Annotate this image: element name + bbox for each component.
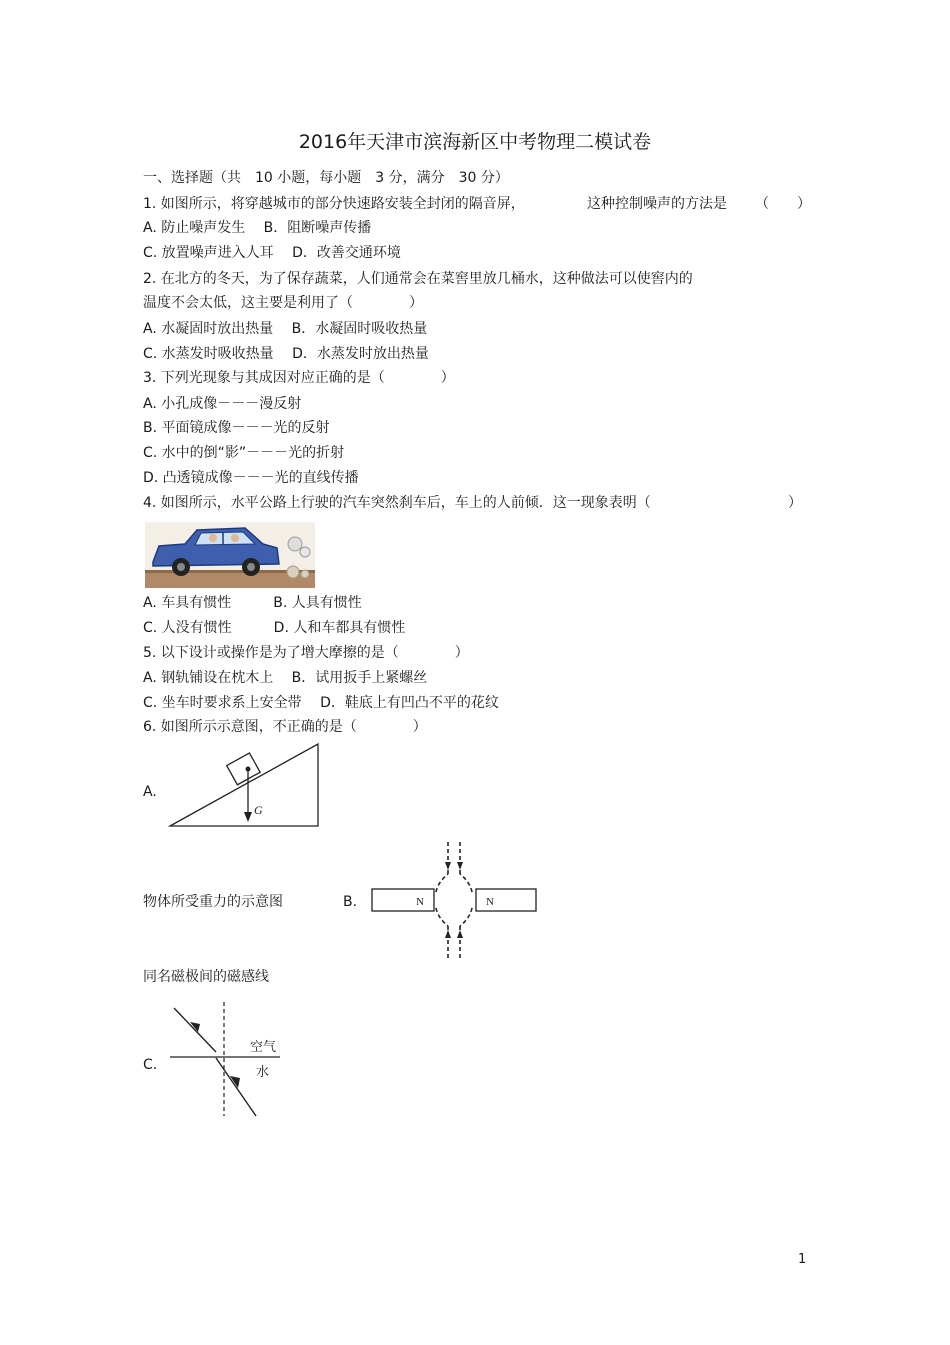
q4-stem: 4. 如图所示，水平公路上行驶的汽车突然刹车后，车上的人前倾．这一现象表明（ <box>143 495 651 511</box>
q3-stem: 3. 下列光现象与其成因对应正确的是（ ） <box>143 370 455 386</box>
gravity-label: G <box>254 803 263 817</box>
section-heading: 一、选择题（共 10 小题，每小题 3 分，满分 30 分） <box>143 170 509 186</box>
magnet-left-n-label: N <box>416 896 424 908</box>
q3-option-c: C. 水中的倒“影”－－－光的折射 <box>143 445 345 461</box>
air-label: 空气 <box>250 1040 277 1055</box>
q6-stem: 6. 如图所示示意图，不正确的是（ ） <box>143 719 427 735</box>
q1-options-cd: C. 放置噪声进入人耳 D．改善交通环境 <box>143 245 401 261</box>
q6-label-c: C. <box>143 1057 158 1073</box>
q1-bracket: （ ） <box>755 196 811 212</box>
q3-option-b: B. 平面镜成像－－－光的反射 <box>143 420 330 436</box>
magnetic-field-lines-diagram <box>368 840 538 960</box>
q2-options-ab: A. 水凝固时放出热量 B．水凝固时吸收热量 <box>143 321 428 337</box>
page-title: 2016年天津市滨海新区中考物理二模试卷 <box>298 131 652 153</box>
q6-caption-b: 同名磁极间的磁感线 <box>143 969 269 985</box>
q2-stem-line2: 温度不会太低，这主要是利用了（ ） <box>143 295 423 311</box>
q4-bracket-close: ） <box>788 495 802 511</box>
q4-options-ab: A. 车具有惯性 B. 人具有惯性 <box>143 595 362 611</box>
q5-options-ab: A. 钢轨铺设在枕木上 B．试用扳手上紧螺丝 <box>143 670 428 686</box>
q5-options-cd: C. 坐车时要求系上安全带 D．鞋底上有凹凸不平的花纹 <box>143 695 499 711</box>
q5-stem: 5. 以下设计或操作是为了增大摩擦的是（ ） <box>143 645 469 661</box>
q1-stem-a: 1. 如图所示，将穿越城市的部分快速路安装全封闭的隔音屏， <box>143 196 525 212</box>
refraction-diagram <box>168 1000 284 1118</box>
q1-options-ab: A. 防止噪声发生 B．阻断噪声传播 <box>143 220 372 236</box>
water-label: 水 <box>256 1065 270 1080</box>
page-number: 1 <box>798 1252 807 1267</box>
braking-car-illustration <box>145 522 315 588</box>
q4-options-cd: C. 人没有惯性 D. 人和车都具有惯性 <box>143 620 406 636</box>
q2-options-cd: C. 水蒸发时吸收热量 D．水蒸发时放出热量 <box>143 346 429 362</box>
q3-option-d: D. 凸透镜成像－－－光的直线传播 <box>143 470 359 486</box>
magnet-right-n-label: N <box>486 896 494 908</box>
q1-stem-b: 这种控制噪声的方法是 <box>587 196 727 212</box>
q6-caption-a: 物体所受重力的示意图 <box>143 894 283 910</box>
q3-option-a: A. 小孔成像－－－漫反射 <box>143 396 302 412</box>
q2-stem-line1: 2. 在北方的冬天，为了保存蔬菜，人们通常会在菜窖里放几桶水，这种做法可以使窖内的 <box>143 271 693 287</box>
q6-label-b: B. <box>343 894 358 910</box>
q6-label-a: A. <box>143 784 157 800</box>
incline-gravity-diagram <box>168 742 320 830</box>
